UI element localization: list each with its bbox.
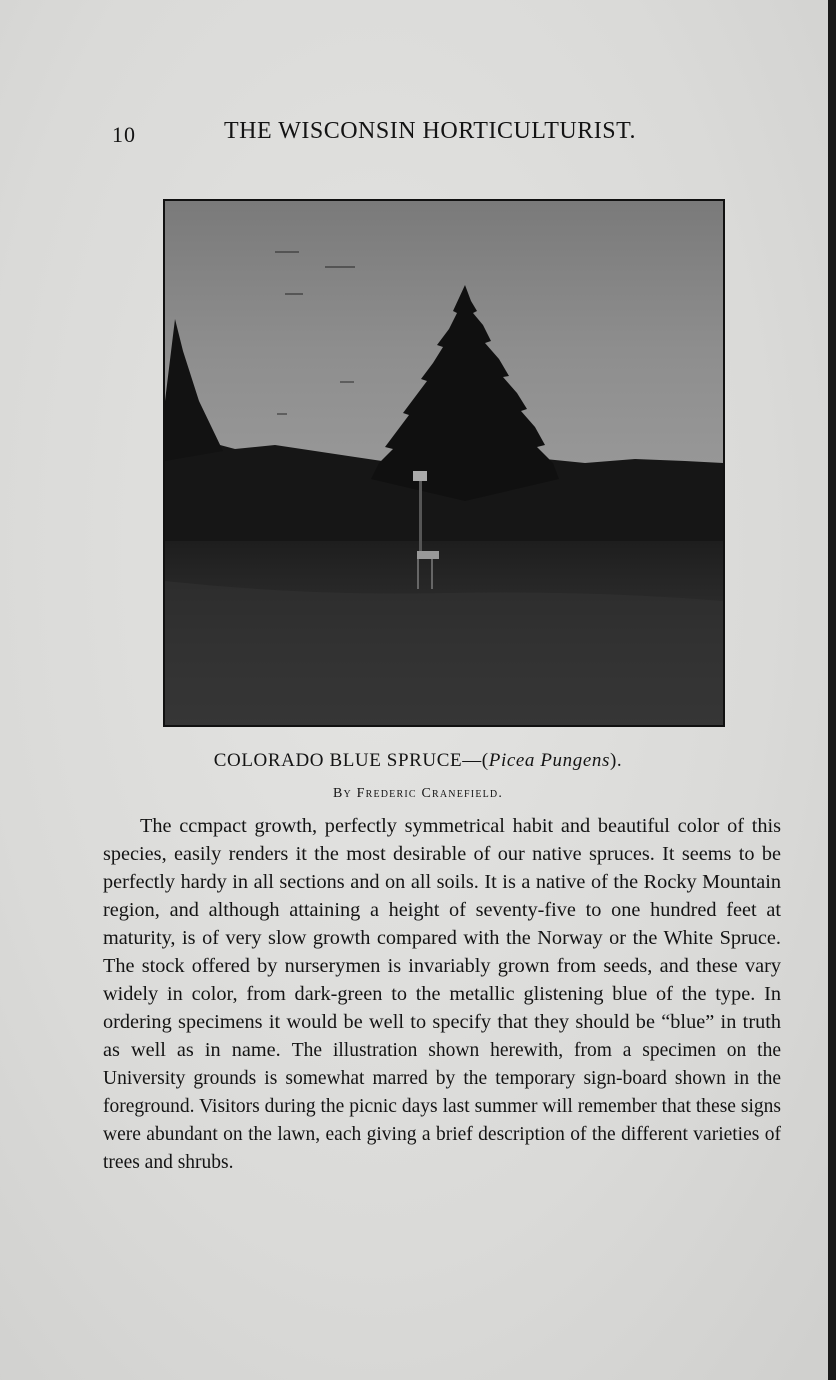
running-title: THE WISCONSIN HORTICULTURIST. [224, 118, 636, 144]
spruce-photograph [163, 199, 725, 727]
page-edge-shadow [828, 0, 836, 1380]
running-header [0, 118, 836, 152]
caption-title: COLORADO BLUE SPRUCE—( [213, 750, 489, 771]
figure-caption [0, 750, 836, 772]
page-number: 10 [112, 122, 136, 147]
article-text-continuation: The illustration shown herewith, from a specimen on the University grounds is somewhat marred by the temporary sign-board shown in the foreground. Visitors during the picnic days last summer will remember that these signs were abundant on the lawn, each giving a brief description of the different varieties of trees and shrubs. [103, 1040, 781, 1173]
lawn-light [165, 581, 723, 725]
sign-post [419, 481, 422, 551]
article-text-main: The ccmpact growth, perfectly symmetrical habit and beautiful color of this species, easily renders it the most desirable of our native spruces. It seems to be perfectly hardy in all sections and on all soils. It is a native of the Rocky Mountain region, and although attaining a height of seventy-five to one hundred feet at maturity, is of very slow growth compared with the Norway or the White Spruce. The stock offered by nurserymen is invariably grown from seeds, and these vary widely in color, from dark-green to the metallic glistening blue of the type. In ordering specimens it would be well to specify that they should be “blue” in truth as well as in name. [103, 815, 781, 1061]
sign-board [417, 551, 439, 559]
sign-top [413, 471, 427, 481]
author-byline: By Frederic Cranefield. [332, 786, 504, 801]
article-paragraph [103, 812, 781, 1176]
caption-botanical-name: Picea Pungens [488, 750, 610, 771]
spruce-photo-image [165, 201, 723, 725]
article-body [103, 812, 781, 1176]
caption-title-end: ). [609, 750, 623, 771]
